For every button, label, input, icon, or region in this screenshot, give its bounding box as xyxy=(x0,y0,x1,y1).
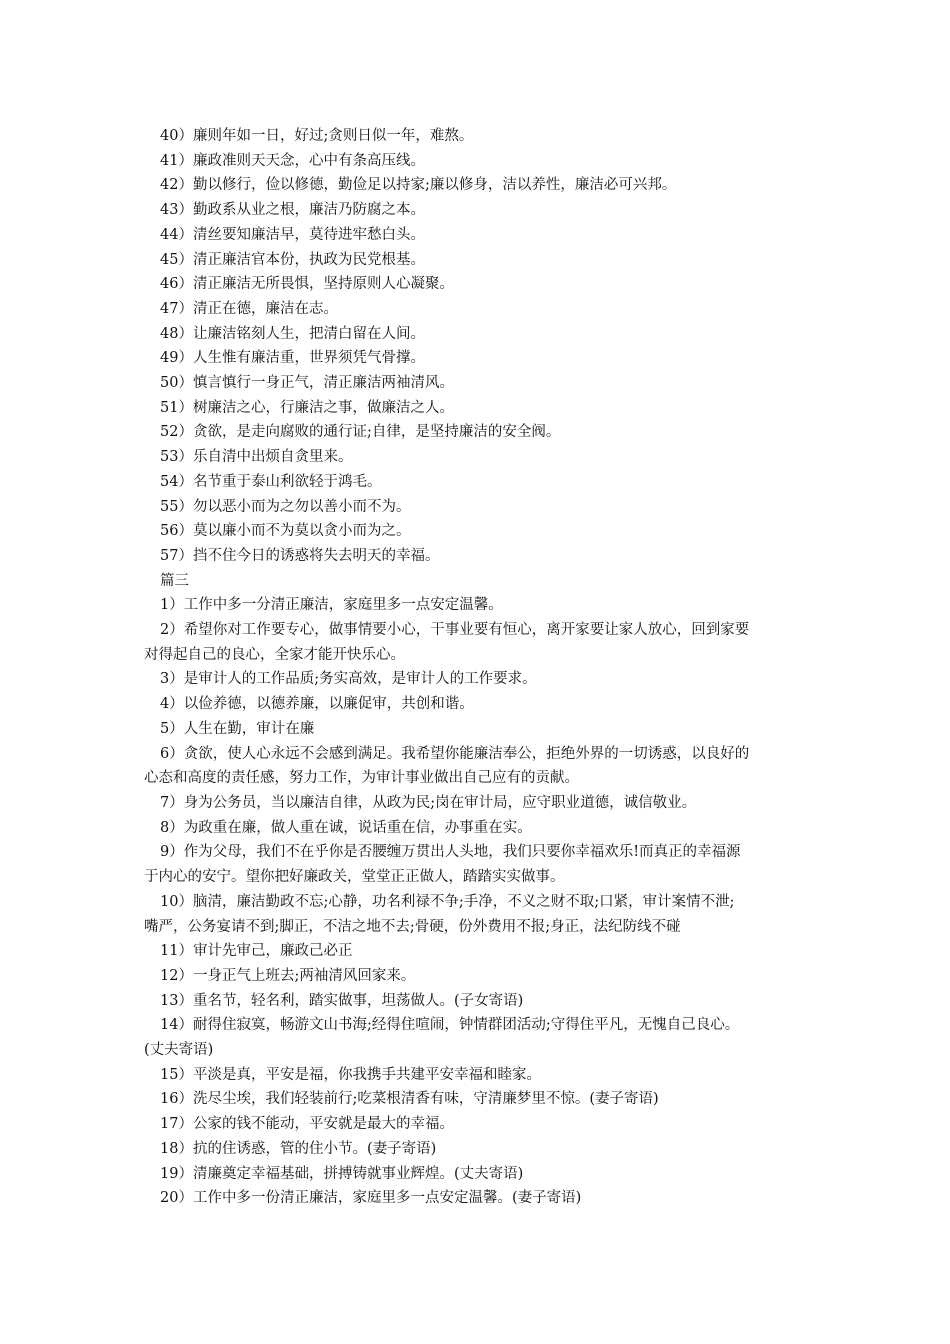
text-line: 57）挡不住今日的诱惑将失去明天的幸福。 xyxy=(160,547,440,564)
text-line: 41）廉政准则天天念，心中有条高压线。 xyxy=(160,152,425,169)
text-line: 19）清廉奠定幸福基础，拼搏铸就事业辉煌。(丈夫寄语) xyxy=(160,1165,524,1182)
text-line: 12）一身正气上班去;两袖清风回家来。 xyxy=(160,967,416,984)
text-line: 14）耐得住寂寞，畅游文山书海;经得住喧闹，钟情群团活动;守得住平凡，无愧自己良心。 xyxy=(160,1017,740,1034)
text-line: 6）贪欲，使人心永远不会感到满足。我希望你能廉洁奉公，拒绝外界的一切诱惑，以良好的 xyxy=(160,745,750,762)
text-line: 嘴严，公务宴请不到;脚正，不洁之地不去;骨硬，份外费用不报;身正，法纪防线不碰 xyxy=(144,918,681,935)
text-line: 9）作为父母，我们不在乎你是否腰缠万贯出人头地，我们只要你幸福欢乐!而真正的幸福源 xyxy=(160,844,741,861)
text-line: 3）是审计人的工作品质;务实高效，是审计人的工作要求。 xyxy=(160,671,537,688)
text-line: 47）清正在德，廉洁在志。 xyxy=(160,300,338,317)
text-line: 2）希望你对工作要专心，做事情要小心，干事业要有恒心，离开家要让家人放心，回到家要 xyxy=(160,622,750,639)
text-line: 53）乐自清中出烦自贪里来。 xyxy=(160,449,353,466)
text-line: 48）让廉洁铭刻人生，把清白留在人间。 xyxy=(160,325,425,342)
text-line: 44）清丝要知廉洁早，莫待进牢愁白头。 xyxy=(160,226,425,243)
text-line: 54）名节重于泰山利欲轻于鸿毛。 xyxy=(160,473,382,490)
text-line: 40）廉则年如一日，好过;贪则日似一年，难熬。 xyxy=(160,128,474,144)
text-line: 10）脑清，廉洁勤政不忘;心静，功名利禄不争;手净，不义之财不取;口紧，审计案情不泄; xyxy=(160,893,735,910)
text-line: 对得起自己的良心，全家才能开快乐心。 xyxy=(144,646,405,663)
text-line: 7）身为公务员，当以廉洁自律，从政为民;岗在审计局，应守职业道德，诚信敬业。 xyxy=(160,794,697,811)
text-line: 20）工作中多一份清正廉洁，家庭里多一点安定温馨。(妻子寄语) xyxy=(160,1190,582,1207)
text-line: 13）重名节，轻名利，踏实做事，坦荡做人。(子女寄语) xyxy=(160,992,524,1009)
text-line: 55）勿以恶小而为之勿以善小而不为。 xyxy=(160,498,411,515)
text-line: 42）勤以修行，俭以修德，勤俭足以持家;廉以修身，洁以养性，廉洁必可兴邦。 xyxy=(160,177,677,194)
text-line: 52）贪欲，是走向腐败的通行证;自律，是坚持廉洁的安全阀。 xyxy=(160,424,561,441)
text-line: 56）莫以廉小而不为莫以贪小而为之。 xyxy=(160,523,411,540)
text-line: 15）平淡是真，平安是福，你我携手共建平安幸福和睦家。 xyxy=(160,1066,541,1083)
text-line: 1）工作中多一分清正廉洁，家庭里多一点安定温馨。 xyxy=(160,597,503,614)
text-line: (丈夫寄语) xyxy=(144,1042,214,1059)
section-heading: 篇三 xyxy=(160,572,189,589)
text-line: 49）人生惟有廉洁重，世界须凭气骨撑。 xyxy=(160,350,425,367)
text-line: 51）树廉洁之心，行廉洁之事，做廉洁之人。 xyxy=(160,399,454,416)
text-line: 11）审计先审己，廉政己必正 xyxy=(160,943,353,960)
text-line: 8）为政重在廉，做人重在诚，说话重在信，办事重在实。 xyxy=(160,819,532,836)
text-line: 43）勤政系从业之根，廉洁乃防腐之本。 xyxy=(160,202,425,219)
text-line: 17）公家的钱不能动，平安就是最大的幸福。 xyxy=(160,1116,454,1133)
text-line: 18）抗的住诱惑，管的住小节。(妻子寄语) xyxy=(160,1140,437,1157)
document-body xyxy=(144,124,812,1211)
text-line: 5）人生在勤，审计在廉 xyxy=(160,720,315,737)
text-line: 46）清正廉洁无所畏惧，坚持原则人心凝聚。 xyxy=(160,276,454,293)
text-line: 45）清正廉洁官本份，执政为民党根基。 xyxy=(160,251,425,268)
text-line: 4）以俭养德，以德养廉，以廉促审，共创和谐。 xyxy=(160,696,474,713)
text-line: 心态和高度的责任感，努力工作，为审计事业做出自己应有的贡献。 xyxy=(144,770,579,787)
text-line: 16）洗尽尘埃，我们轻装前行;吃菜根清香有味，守清廉梦里不惊。(妻子寄语) xyxy=(160,1091,659,1108)
text-line: 50）慎言慎行一身正气，清正廉洁两袖清风。 xyxy=(160,375,454,392)
text-line: 于内心的安宁。望你把好廉政关，堂堂正正做人，踏踏实实做事。 xyxy=(144,869,565,886)
